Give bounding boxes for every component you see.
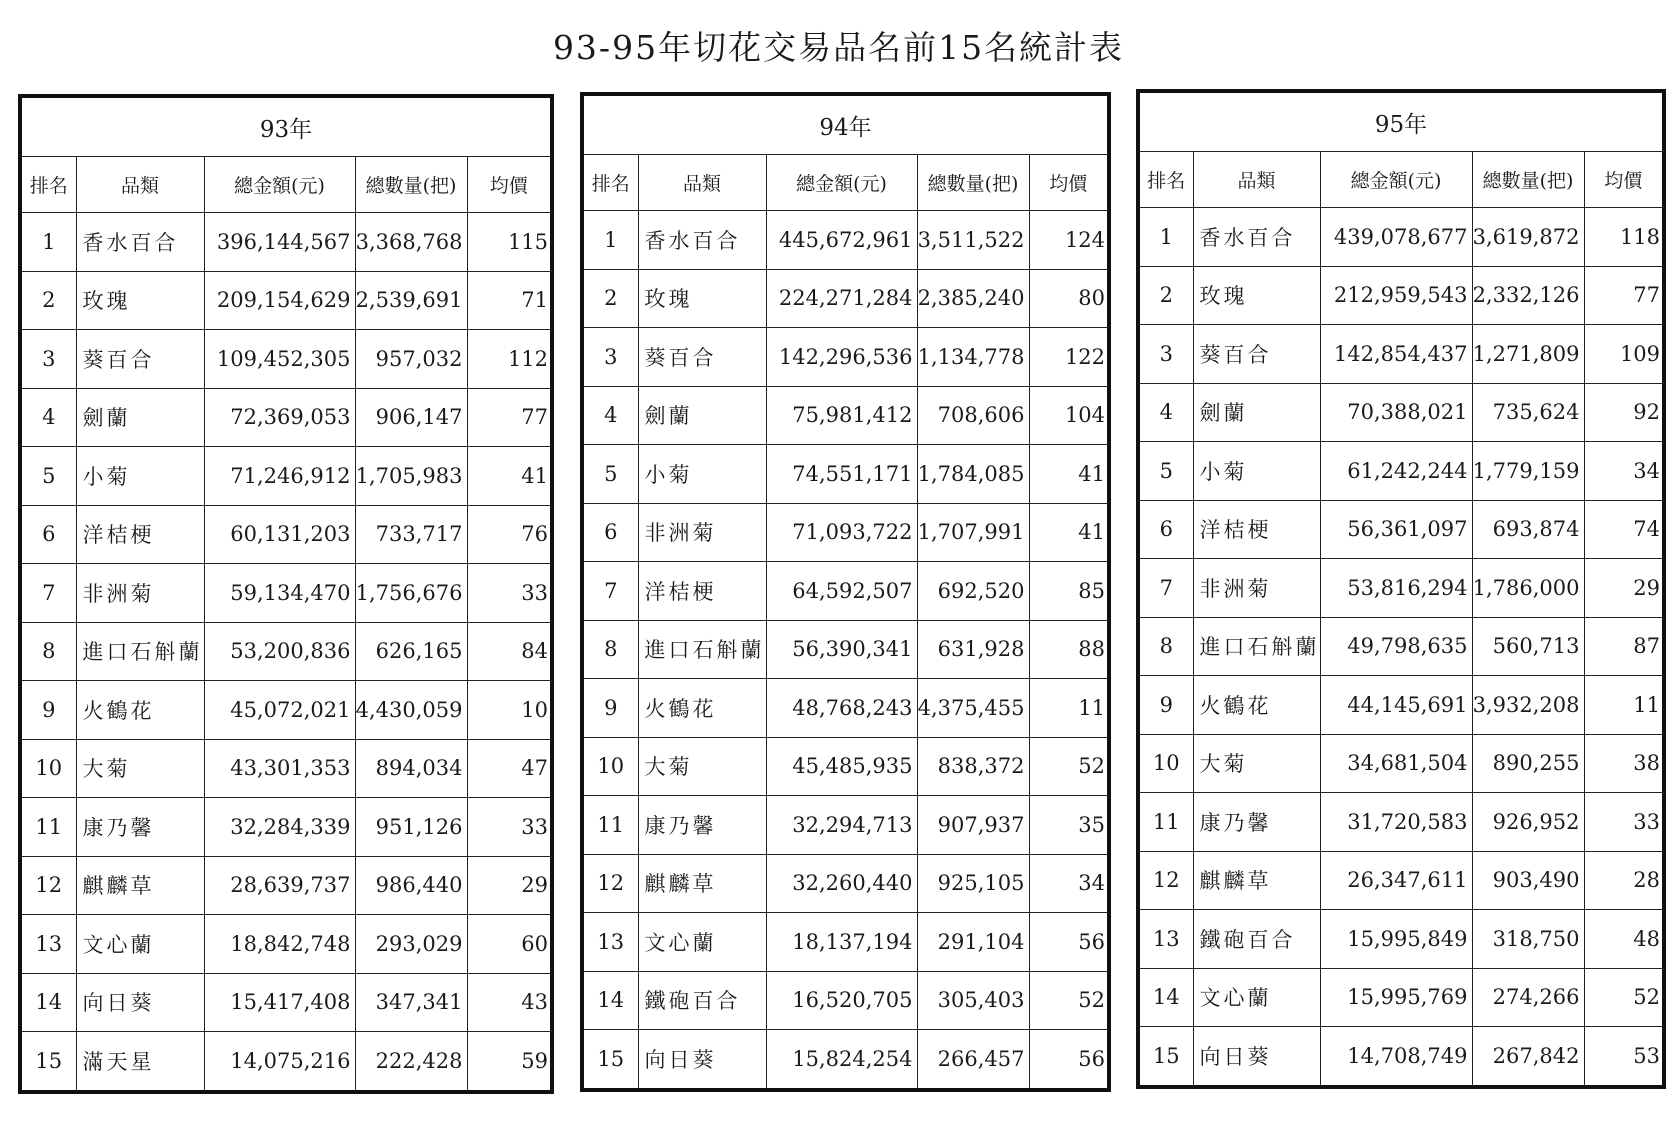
year-heading: 95年 (1138, 91, 1664, 152)
category-cell: 小菊 (76, 447, 204, 506)
rank-cell: 4 (1138, 383, 1193, 442)
avg-price-cell: 11 (1029, 679, 1109, 738)
rank-cell: 12 (1138, 851, 1193, 910)
header-category: 品類 (638, 155, 766, 211)
rank-cell: 12 (20, 856, 76, 915)
category-cell: 非洲菊 (638, 503, 766, 562)
table-row (582, 737, 1109, 796)
category-cell: 鐵砲百合 (1193, 910, 1320, 969)
table-row (20, 681, 552, 740)
category-cell: 葵百合 (638, 328, 766, 387)
table-row (20, 915, 552, 974)
rank-cell: 2 (20, 271, 76, 330)
rank-cell: 6 (582, 503, 638, 562)
rank-cell: 11 (582, 796, 638, 855)
avg-price-cell: 92 (1584, 383, 1664, 442)
avg-price-cell: 10 (467, 681, 552, 740)
rank-cell: 14 (20, 973, 76, 1032)
rank-cell: 1 (20, 213, 76, 272)
category-cell: 康乃馨 (76, 798, 204, 857)
amount-cell: 142,854,437 (1320, 325, 1472, 384)
quantity-cell: 267,842 (1472, 1027, 1584, 1087)
avg-price-cell: 41 (467, 447, 552, 506)
avg-price-cell: 35 (1029, 796, 1109, 855)
category-cell: 非洲菊 (76, 564, 204, 623)
quantity-cell: 986,440 (355, 856, 467, 915)
category-cell: 向日葵 (76, 973, 204, 1032)
category-cell: 大菊 (76, 739, 204, 798)
rank-cell: 9 (20, 681, 76, 740)
avg-price-cell: 34 (1029, 854, 1109, 913)
amount-cell: 64,592,507 (766, 562, 917, 621)
rank-cell: 8 (582, 620, 638, 679)
amount-cell: 15,995,849 (1320, 910, 1472, 969)
rank-cell: 10 (20, 739, 76, 798)
avg-price-cell: 104 (1029, 386, 1109, 445)
amount-cell: 18,137,194 (766, 913, 917, 972)
rank-cell: 2 (1138, 266, 1193, 325)
header-rank: 排名 (20, 157, 76, 213)
table-row (1138, 208, 1664, 267)
table-row (582, 679, 1109, 738)
amount-cell: 60,131,203 (204, 505, 355, 564)
amount-cell: 70,388,021 (1320, 383, 1472, 442)
quantity-cell: 347,341 (355, 973, 467, 1032)
amount-cell: 56,390,341 (766, 620, 917, 679)
table-row (1138, 793, 1664, 852)
category-cell: 劍蘭 (1193, 383, 1320, 442)
avg-price-cell: 124 (1029, 211, 1109, 270)
table-row (582, 1030, 1109, 1090)
category-cell: 文心蘭 (1193, 968, 1320, 1027)
avg-price-cell: 76 (467, 505, 552, 564)
rank-cell: 13 (1138, 910, 1193, 969)
rank-cell: 12 (582, 854, 638, 913)
avg-price-cell: 41 (1029, 503, 1109, 562)
amount-cell: 34,681,504 (1320, 734, 1472, 793)
amount-cell: 45,072,021 (204, 681, 355, 740)
category-cell: 康乃馨 (638, 796, 766, 855)
table-row (1138, 383, 1664, 442)
quantity-cell: 708,606 (917, 386, 1029, 445)
category-cell: 葵百合 (76, 330, 204, 389)
avg-price-cell: 33 (467, 798, 552, 857)
amount-cell: 74,551,171 (766, 445, 917, 504)
header-total-amount: 總金額(元) (204, 157, 355, 213)
rank-cell: 3 (20, 330, 76, 389)
quantity-cell: 733,717 (355, 505, 467, 564)
table-row (582, 328, 1109, 387)
quantity-cell: 222,428 (355, 1032, 467, 1092)
rank-cell: 4 (20, 388, 76, 447)
rank-cell: 11 (20, 798, 76, 857)
table-row (582, 971, 1109, 1030)
avg-price-cell: 38 (1584, 734, 1664, 793)
quantity-cell: 1,271,809 (1472, 325, 1584, 384)
amount-cell: 32,260,440 (766, 854, 917, 913)
avg-price-cell: 28 (1584, 851, 1664, 910)
amount-cell: 16,520,705 (766, 971, 917, 1030)
avg-price-cell: 53 (1584, 1027, 1664, 1087)
amount-cell: 49,798,635 (1320, 617, 1472, 676)
table-row (582, 269, 1109, 328)
header-rank: 排名 (1138, 152, 1193, 208)
category-cell: 玫瑰 (76, 271, 204, 330)
rank-cell: 10 (582, 737, 638, 796)
quantity-cell: 1,707,991 (917, 503, 1029, 562)
table-row (1138, 266, 1664, 325)
avg-price-cell: 112 (467, 330, 552, 389)
quantity-cell: 2,385,240 (917, 269, 1029, 328)
category-cell: 劍蘭 (638, 386, 766, 445)
avg-price-cell: 52 (1029, 971, 1109, 1030)
rank-cell: 3 (1138, 325, 1193, 384)
rank-cell: 6 (20, 505, 76, 564)
avg-price-cell: 34 (1584, 442, 1664, 501)
quantity-cell: 291,104 (917, 913, 1029, 972)
rank-cell: 3 (582, 328, 638, 387)
quantity-cell: 926,952 (1472, 793, 1584, 852)
quantity-cell: 293,029 (355, 915, 467, 974)
rank-cell: 1 (1138, 208, 1193, 267)
amount-cell: 15,995,769 (1320, 968, 1472, 1027)
table-row (582, 854, 1109, 913)
table-row (20, 856, 552, 915)
avg-price-cell: 109 (1584, 325, 1664, 384)
quantity-cell: 894,034 (355, 739, 467, 798)
avg-price-cell: 48 (1584, 910, 1664, 969)
amount-cell: 72,369,053 (204, 388, 355, 447)
rank-cell: 6 (1138, 500, 1193, 559)
header-total-amount: 總金額(元) (766, 155, 917, 211)
quantity-cell: 626,165 (355, 622, 467, 681)
category-cell: 滿天星 (76, 1032, 204, 1092)
category-cell: 進口石斛蘭 (76, 622, 204, 681)
table-row (20, 330, 552, 389)
amount-cell: 212,959,543 (1320, 266, 1472, 325)
rank-cell: 15 (1138, 1027, 1193, 1087)
avg-price-cell: 33 (1584, 793, 1664, 852)
category-cell: 麒麟草 (76, 856, 204, 915)
avg-price-cell: 59 (467, 1032, 552, 1092)
quantity-cell: 3,932,208 (1472, 676, 1584, 735)
quantity-cell: 735,624 (1472, 383, 1584, 442)
table-row (20, 505, 552, 564)
quantity-cell: 4,430,059 (355, 681, 467, 740)
avg-price-cell: 87 (1584, 617, 1664, 676)
quantity-cell: 1,779,159 (1472, 442, 1584, 501)
avg-price-cell: 71 (467, 271, 552, 330)
amount-cell: 224,271,284 (766, 269, 917, 328)
table-row (20, 271, 552, 330)
quantity-cell: 1,786,000 (1472, 559, 1584, 618)
category-cell: 大菊 (638, 737, 766, 796)
amount-cell: 14,708,749 (1320, 1027, 1472, 1087)
avg-price-cell: 11 (1584, 676, 1664, 735)
quantity-cell: 693,874 (1472, 500, 1584, 559)
table-row (582, 503, 1109, 562)
table-row (1138, 559, 1664, 618)
quantity-cell: 1,705,983 (355, 447, 467, 506)
rank-cell: 13 (20, 915, 76, 974)
amount-cell: 26,347,611 (1320, 851, 1472, 910)
amount-cell: 445,672,961 (766, 211, 917, 270)
header-avg-price: 均價 (1029, 155, 1109, 211)
amount-cell: 71,246,912 (204, 447, 355, 506)
table-row (1138, 1027, 1664, 1087)
amount-cell: 53,816,294 (1320, 559, 1472, 618)
quantity-cell: 305,403 (917, 971, 1029, 1030)
rank-cell: 4 (582, 386, 638, 445)
quantity-cell: 903,490 (1472, 851, 1584, 910)
quantity-cell: 890,255 (1472, 734, 1584, 793)
avg-price-cell: 85 (1029, 562, 1109, 621)
rank-cell: 1 (582, 211, 638, 270)
category-cell: 麒麟草 (1193, 851, 1320, 910)
table-row (20, 1032, 552, 1092)
table-row (582, 620, 1109, 679)
quantity-cell: 560,713 (1472, 617, 1584, 676)
rank-cell: 13 (582, 913, 638, 972)
category-cell: 洋桔梗 (1193, 500, 1320, 559)
category-cell: 玫瑰 (1193, 266, 1320, 325)
avg-price-cell: 115 (467, 213, 552, 272)
category-cell: 向日葵 (638, 1030, 766, 1090)
amount-cell: 53,200,836 (204, 622, 355, 681)
rank-cell: 9 (582, 679, 638, 738)
year-heading: 93年 (20, 96, 552, 157)
rank-cell: 14 (582, 971, 638, 1030)
category-cell: 洋桔梗 (638, 562, 766, 621)
rank-cell: 5 (582, 445, 638, 504)
header-avg-price: 均價 (1584, 152, 1664, 208)
avg-price-cell: 29 (1584, 559, 1664, 618)
amount-cell: 209,154,629 (204, 271, 355, 330)
category-cell: 玫瑰 (638, 269, 766, 328)
table-row (20, 622, 552, 681)
category-cell: 洋桔梗 (76, 505, 204, 564)
avg-price-cell: 118 (1584, 208, 1664, 267)
category-cell: 向日葵 (1193, 1027, 1320, 1087)
amount-cell: 56,361,097 (1320, 500, 1472, 559)
category-cell: 進口石斛蘭 (1193, 617, 1320, 676)
category-cell: 葵百合 (1193, 325, 1320, 384)
rank-cell: 7 (1138, 559, 1193, 618)
table-row (20, 739, 552, 798)
avg-price-cell: 56 (1029, 1030, 1109, 1090)
table-row (20, 798, 552, 857)
rank-cell: 10 (1138, 734, 1193, 793)
quantity-cell: 3,619,872 (1472, 208, 1584, 267)
amount-cell: 14,075,216 (204, 1032, 355, 1092)
rank-cell: 5 (1138, 442, 1193, 501)
table-row (20, 213, 552, 272)
quantity-cell: 318,750 (1472, 910, 1584, 969)
quantity-cell: 631,928 (917, 620, 1029, 679)
amount-cell: 15,417,408 (204, 973, 355, 1032)
amount-cell: 15,824,254 (766, 1030, 917, 1090)
table-row (20, 564, 552, 623)
avg-price-cell: 84 (467, 622, 552, 681)
table-row (1138, 617, 1664, 676)
quantity-cell: 692,520 (917, 562, 1029, 621)
table-row (20, 447, 552, 506)
table-body (582, 211, 1109, 1090)
amount-cell: 31,720,583 (1320, 793, 1472, 852)
table-row (1138, 734, 1664, 793)
avg-price-cell: 52 (1029, 737, 1109, 796)
category-cell: 小菊 (1193, 442, 1320, 501)
avg-price-cell: 77 (467, 388, 552, 447)
quantity-cell: 274,266 (1472, 968, 1584, 1027)
category-cell: 大菊 (1193, 734, 1320, 793)
table-row (582, 913, 1109, 972)
amount-cell: 45,485,935 (766, 737, 917, 796)
amount-cell: 75,981,412 (766, 386, 917, 445)
quantity-cell: 907,937 (917, 796, 1029, 855)
rank-cell: 2 (582, 269, 638, 328)
category-cell: 麒麟草 (638, 854, 766, 913)
category-cell: 文心蘭 (638, 913, 766, 972)
avg-price-cell: 47 (467, 739, 552, 798)
category-cell: 進口石斛蘭 (638, 620, 766, 679)
rank-cell: 8 (20, 622, 76, 681)
category-cell: 香水百合 (638, 211, 766, 270)
table-row (1138, 676, 1664, 735)
table-row (20, 388, 552, 447)
amount-cell: 142,296,536 (766, 328, 917, 387)
header-total-quantity: 總數量(把) (355, 157, 467, 213)
amount-cell: 44,145,691 (1320, 676, 1472, 735)
category-cell: 火鶴花 (76, 681, 204, 740)
amount-cell: 439,078,677 (1320, 208, 1472, 267)
table-row (1138, 500, 1664, 559)
header-category: 品類 (76, 157, 204, 213)
amount-cell: 61,242,244 (1320, 442, 1472, 501)
amount-cell: 18,842,748 (204, 915, 355, 974)
rank-cell: 11 (1138, 793, 1193, 852)
quantity-cell: 2,539,691 (355, 271, 467, 330)
avg-price-cell: 52 (1584, 968, 1664, 1027)
rank-cell: 7 (20, 564, 76, 623)
header-rank: 排名 (582, 155, 638, 211)
table-row (1138, 325, 1664, 384)
header-category: 品類 (1193, 152, 1320, 208)
rank-cell: 8 (1138, 617, 1193, 676)
table-row (20, 973, 552, 1032)
amount-cell: 28,639,737 (204, 856, 355, 915)
table-row (582, 796, 1109, 855)
amount-cell: 109,452,305 (204, 330, 355, 389)
header-avg-price: 均價 (467, 157, 552, 213)
avg-price-cell: 43 (467, 973, 552, 1032)
table-body (1138, 208, 1664, 1087)
avg-price-cell: 29 (467, 856, 552, 915)
quantity-cell: 906,147 (355, 388, 467, 447)
category-cell: 香水百合 (76, 213, 204, 272)
category-cell: 文心蘭 (76, 915, 204, 974)
quantity-cell: 1,134,778 (917, 328, 1029, 387)
quantity-cell: 838,372 (917, 737, 1029, 796)
table-body (20, 213, 552, 1092)
avg-price-cell: 80 (1029, 269, 1109, 328)
table-year-95 (1136, 89, 1666, 1089)
rank-cell: 15 (582, 1030, 638, 1090)
table-row (582, 562, 1109, 621)
table-row (582, 211, 1109, 270)
amount-cell: 59,134,470 (204, 564, 355, 623)
rank-cell: 14 (1138, 968, 1193, 1027)
amount-cell: 32,294,713 (766, 796, 917, 855)
amount-cell: 43,301,353 (204, 739, 355, 798)
category-cell: 火鶴花 (638, 679, 766, 738)
category-cell: 劍蘭 (76, 388, 204, 447)
document-title: 93-95年切花交易品名前15名統計表 (552, 28, 1125, 67)
quantity-cell: 2,332,126 (1472, 266, 1584, 325)
amount-cell: 71,093,722 (766, 503, 917, 562)
avg-price-cell: 60 (467, 915, 552, 974)
table-year-94 (580, 92, 1111, 1092)
avg-price-cell: 33 (467, 564, 552, 623)
table-year-93 (18, 94, 554, 1094)
category-cell: 康乃馨 (1193, 793, 1320, 852)
avg-price-cell: 88 (1029, 620, 1109, 679)
avg-price-cell: 56 (1029, 913, 1109, 972)
rank-cell: 7 (582, 562, 638, 621)
rank-cell: 15 (20, 1032, 76, 1092)
category-cell: 香水百合 (1193, 208, 1320, 267)
table-row (1138, 851, 1664, 910)
header-total-quantity: 總數量(把) (1472, 152, 1584, 208)
avg-price-cell: 122 (1029, 328, 1109, 387)
table-row (582, 445, 1109, 504)
table-row (1138, 910, 1664, 969)
rank-cell: 9 (1138, 676, 1193, 735)
quantity-cell: 1,756,676 (355, 564, 467, 623)
quantity-cell: 957,032 (355, 330, 467, 389)
header-total-quantity: 總數量(把) (917, 155, 1029, 211)
quantity-cell: 266,457 (917, 1030, 1029, 1090)
category-cell: 小菊 (638, 445, 766, 504)
quantity-cell: 4,375,455 (917, 679, 1029, 738)
header-total-amount: 總金額(元) (1320, 152, 1472, 208)
amount-cell: 32,284,339 (204, 798, 355, 857)
quantity-cell: 3,368,768 (355, 213, 467, 272)
table-row (1138, 442, 1664, 501)
avg-price-cell: 74 (1584, 500, 1664, 559)
category-cell: 火鶴花 (1193, 676, 1320, 735)
category-cell: 非洲菊 (1193, 559, 1320, 618)
amount-cell: 48,768,243 (766, 679, 917, 738)
avg-price-cell: 77 (1584, 266, 1664, 325)
rank-cell: 5 (20, 447, 76, 506)
avg-price-cell: 41 (1029, 445, 1109, 504)
year-heading: 94年 (582, 94, 1109, 155)
quantity-cell: 925,105 (917, 854, 1029, 913)
quantity-cell: 951,126 (355, 798, 467, 857)
table-row (1138, 968, 1664, 1027)
table-row (582, 386, 1109, 445)
amount-cell: 396,144,567 (204, 213, 355, 272)
quantity-cell: 3,511,522 (917, 211, 1029, 270)
category-cell: 鐵砲百合 (638, 971, 766, 1030)
quantity-cell: 1,784,085 (917, 445, 1029, 504)
